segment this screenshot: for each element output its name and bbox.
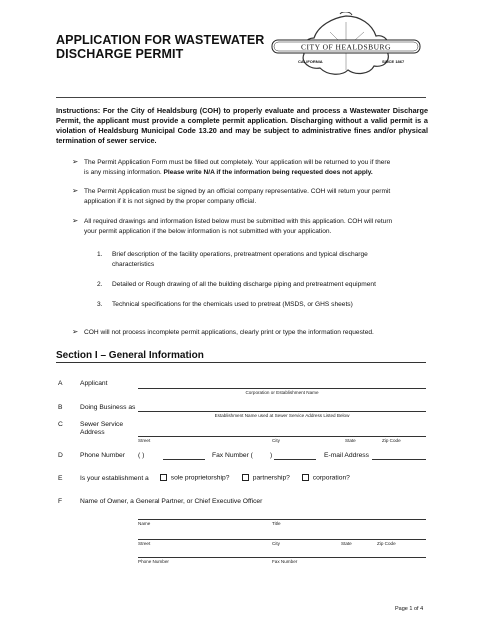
owner-phone-caption: Phone Number xyxy=(138,559,169,564)
dba-caption: Establishment Name used at Sewer Service Address Listed Below xyxy=(214,413,350,418)
field-letter-b: B xyxy=(58,404,63,411)
city-logo xyxy=(270,12,422,78)
header-divider xyxy=(56,97,426,98)
bullet-1: The Permit Application Form must be filled out completely. Your application will be returned to you if there is any missing information. Please write N/A if the information being requested does not apply. xyxy=(84,159,391,176)
owner-city-caption: City xyxy=(272,541,280,546)
email-label: E-mail Address xyxy=(324,452,369,459)
required-item-1-number: 1. xyxy=(97,251,103,258)
applicant-caption: Corporation or Establishment Name xyxy=(245,390,319,395)
sewer-state-caption: State xyxy=(345,438,356,443)
field-letter-c: C xyxy=(58,421,63,428)
owner-zip-caption: Zip Code xyxy=(377,541,396,546)
logo-since: SINCE 1867 xyxy=(382,59,405,64)
bullet-4: COH will not process incomplete permit applications, clearly print or type the information requested. xyxy=(84,329,374,336)
phone-input-line[interactable] xyxy=(163,459,205,460)
applicant-label: Applicant xyxy=(80,380,108,387)
bullet-2: The Permit Application must be signed by an official company representative. COH will return your permit application if it is not signed by the proper company official. xyxy=(84,188,391,205)
email-input-line[interactable] xyxy=(372,459,426,460)
fax-input-line[interactable] xyxy=(274,459,316,460)
owner-title-caption: Title xyxy=(272,521,281,526)
partnership-option[interactable]: partnership? xyxy=(242,474,290,481)
required-item-1: Brief description of the facility operations, pretreatment operations and typical discharge characteristics xyxy=(112,251,368,268)
arrow-bullet-icon: ➢ xyxy=(72,186,79,195)
sewer-city-caption: City xyxy=(272,438,280,443)
required-item-2: Detailed or Rough drawing of all the building discharge piping and pretreatment equipment xyxy=(112,281,376,288)
field-letter-f: F xyxy=(58,498,63,505)
instructions-paragraph: Instructions: For the City of Healdsburg (COH) to properly evaluate and process a Wastewater Discharge Permit, the applicant must provide a complete permit application. Discharging without a valid permit is a violation of Healdsburg Municipal Code 13.20 and may be subject to administrative fines and/or physical termination of sewer service. xyxy=(56,106,428,145)
arrow-bullet-icon: ➢ xyxy=(72,157,79,166)
title-line-2: DISCHARGE PERMIT xyxy=(56,47,184,61)
field-letter-a: A xyxy=(58,380,63,387)
logo-state: CALIFORNIA xyxy=(298,59,323,64)
owner-name-input-line[interactable] xyxy=(138,519,426,520)
sewer-street-caption: Street xyxy=(138,438,151,443)
fax-label: Fax Number ( xyxy=(212,452,253,459)
field-letter-e: E xyxy=(58,475,63,482)
arrow-bullet-icon: ➢ xyxy=(72,327,79,336)
title-line-1: APPLICATION FOR WASTEWATER xyxy=(56,33,265,47)
dba-input-line[interactable] xyxy=(138,411,426,412)
required-item-3-number: 3. xyxy=(97,301,103,308)
section-heading: Section I – General Information xyxy=(56,350,204,361)
sewer-address-label: Sewer Service Address xyxy=(80,421,124,436)
phone-label: Phone Number xyxy=(80,452,125,459)
corporation-option[interactable]: corporation? xyxy=(302,474,350,481)
sewer-address-input-line[interactable] xyxy=(138,436,426,437)
logo-name: CITY OF HEALDSBURG xyxy=(301,42,391,52)
sewer-zip-caption: Zip Code xyxy=(382,438,401,443)
owner-street-caption: Street xyxy=(138,541,151,546)
phone-area-code: ( ) xyxy=(138,452,145,459)
bullet-3: All required drawings and information listed below must be submitted with this application. COH will return your permit application if the below information is not submitted with your application. xyxy=(84,218,393,235)
checkbox[interactable] xyxy=(242,474,249,481)
field-letter-d: D xyxy=(58,452,63,459)
owner-name-caption: Name xyxy=(138,521,151,526)
checkbox[interactable] xyxy=(160,474,167,481)
arrow-bullet-icon: ➢ xyxy=(72,216,79,225)
owner-state-caption: State xyxy=(341,541,352,546)
owner-phone-input-line[interactable] xyxy=(138,557,426,558)
required-item-2-number: 2. xyxy=(97,281,103,288)
section-divider xyxy=(56,362,426,363)
page-title xyxy=(56,33,264,61)
owner-address-input-line[interactable] xyxy=(138,539,426,540)
sole-proprietorship-option[interactable]: sole proprietorship? xyxy=(160,474,229,481)
page-number: Page 1 of 4 xyxy=(395,606,424,612)
dba-label: Doing Business as xyxy=(80,404,136,411)
owner-fax-caption: Fax Number xyxy=(272,559,298,564)
applicant-input-line[interactable] xyxy=(138,388,426,389)
owner-label: Name of Owner, a General Partner, or Chief Executive Officer xyxy=(80,498,263,505)
required-item-3: Technical specifications for the chemicals used to pretreat (MSDS, or GHS sheets) xyxy=(112,301,353,308)
fax-paren-close: ) xyxy=(270,452,273,459)
establishment-type-label: Is your establishment a xyxy=(80,475,149,482)
checkbox[interactable] xyxy=(302,474,309,481)
